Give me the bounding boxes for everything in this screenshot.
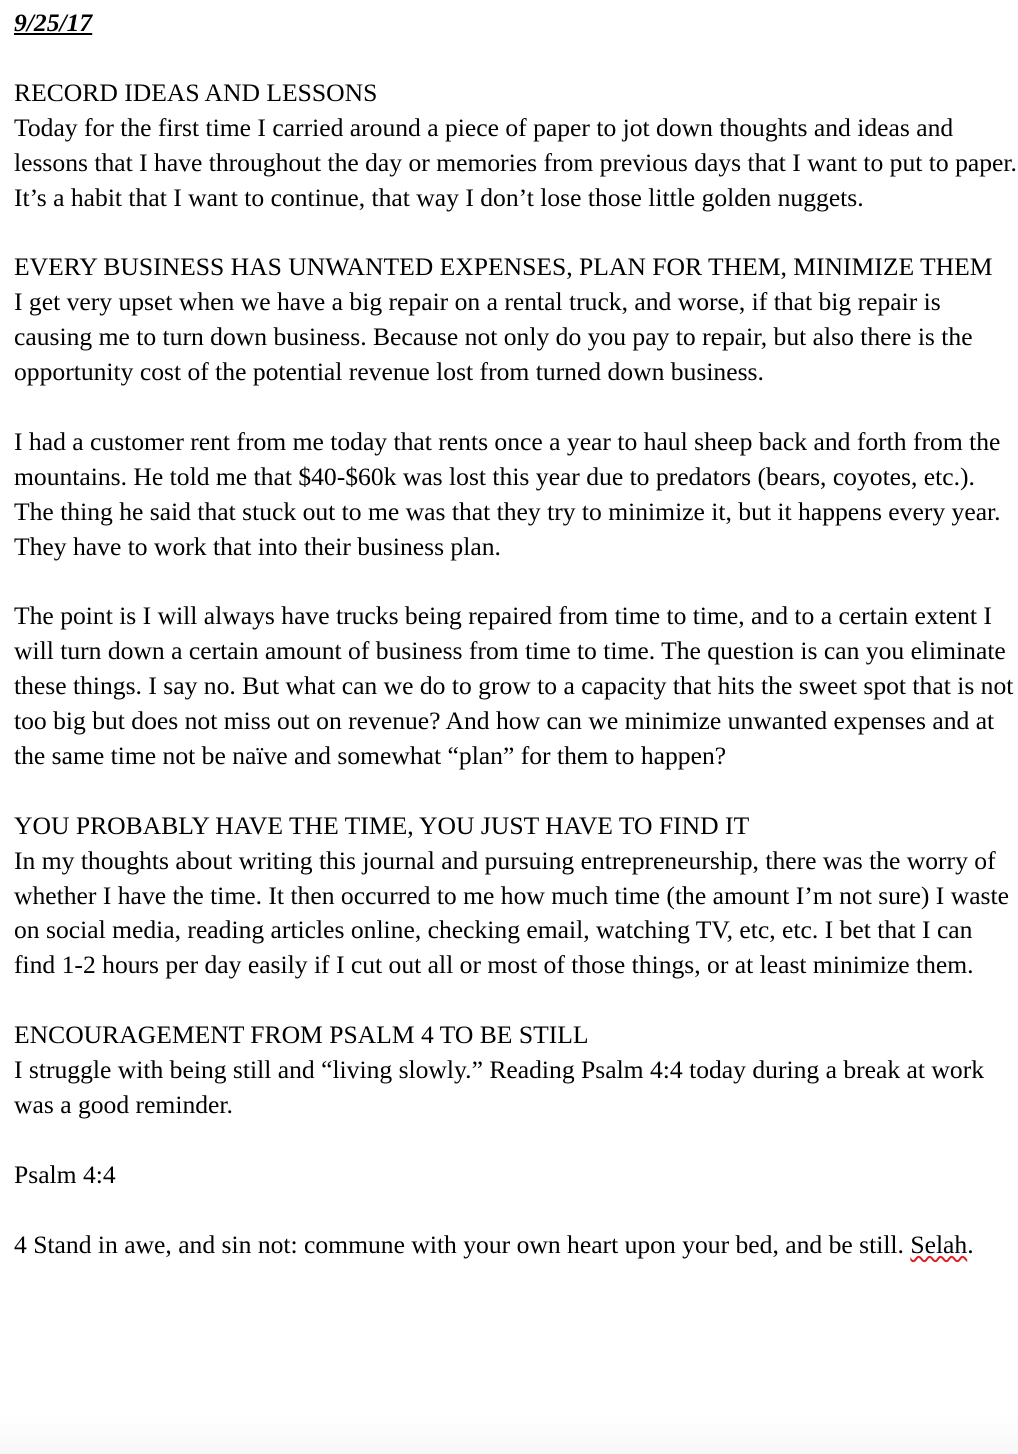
section-paragraph: Today for the first time I carried around a piece of paper to jot down thoughts and ideas and lessons that I have throughout the day or memories from previous days that I want to put to paper. It’s a habit that I want to continue, that way I don’t lose those little golden nuggets. — [14, 112, 1017, 212]
spacer — [14, 564, 1018, 599]
verse-reference: Psalm 4:4 — [14, 1159, 116, 1189]
section-paragraph: The point is I will always have trucks being repaired from time to time, and to a certain extent I will turn down a certain amount of business from time to time. The question is can you eliminate these things. I say no. But what can we do to grow to a capacity that hits the sweet spot that is not too big but does not miss out on revenue? And how can we minimize unwanted expenses and at the same time not be naïve and somewhat “plan” for them to happen? — [14, 601, 1014, 770]
verse-text — [14, 1228, 1018, 1263]
spacer — [14, 215, 1018, 250]
verse-text-main: 4 Stand in awe, and sin not: commune with your own heart upon your bed, and be still. — [14, 1229, 911, 1259]
section-paragraph: I get very upset when we have a big repair on a rental truck, and worse, if that big repair is causing me to turn down business. Because not only do you pay to repair, but also there is the opportunity cost of the potential revenue lost from turned down business. — [14, 287, 973, 387]
journal-page — [14, 6, 1018, 1263]
bottom-fade — [0, 1414, 1018, 1454]
section-paragraph: I had a customer rent from me today that rents once a year to haul sheep back and forth from the mountains. He told me that $40-$60k was lost this year due to predators (bears, coyotes, etc.). The thing he said that stuck out to me was that they try to minimize it, but it happens every year. They have to work that into their business plan. — [14, 426, 1001, 561]
section-heading: RECORD IDEAS AND LESSONS — [14, 77, 378, 107]
spacer — [14, 41, 1018, 76]
spacer — [14, 1193, 1018, 1228]
entry-date: 9/25/17 — [14, 8, 93, 37]
section-heading: EVERY BUSINESS HAS UNWANTED EXPENSES, PLAN FOR THEM, MINIMIZE THEM — [14, 252, 993, 282]
spacer — [14, 983, 1018, 1018]
section-heading: YOU PROBABLY HAVE THE TIME, YOU JUST HAVE TO FIND IT — [14, 810, 750, 840]
section-paragraph: In my thoughts about writing this journal and pursuing entrepreneurship, there was the worry of whether I have the time. It then occurred to me how much time (the amount I’m not sure) I waste on social media, reading articles online, checking email, watching TV, etc, etc. I bet that I can find 1-2 hours per day easily if I cut out all or most of those things, or at least minimize them. — [14, 845, 1009, 980]
spacer — [14, 390, 1018, 425]
spacer — [14, 774, 1018, 809]
section-heading: ENCOURAGEMENT FROM PSALM 4 TO BE STILL — [14, 1020, 589, 1050]
section-paragraph: I struggle with being still and “living slowly.” Reading Psalm 4:4 today during a break at work was a good reminder. — [14, 1055, 985, 1119]
verse-text-end: . — [967, 1229, 974, 1259]
spellcheck-flagged-word[interactable]: Selah — [910, 1229, 968, 1259]
spacer — [14, 1123, 1018, 1158]
